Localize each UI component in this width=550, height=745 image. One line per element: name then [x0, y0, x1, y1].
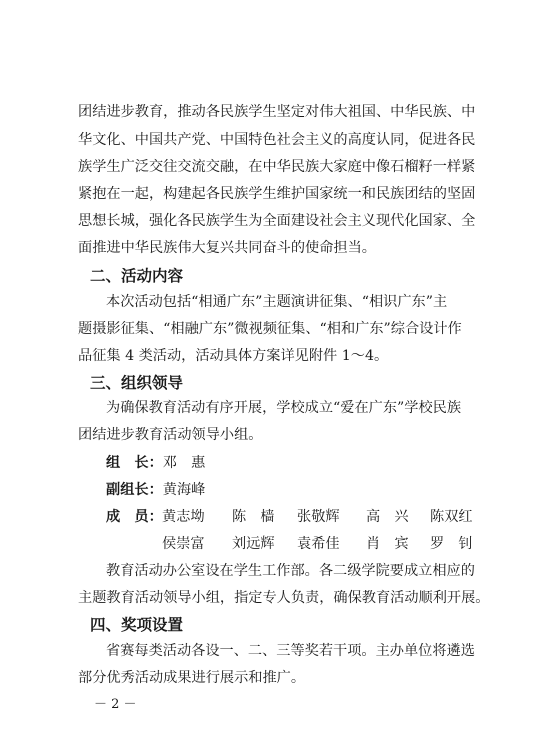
body-text-line: 为确保教育活动有序开展，学校成立“爱在广东”学校民族: [106, 400, 462, 416]
body-text-line: 华文化、中国共产党、中国特色社会主义的高度认同，促进各民: [78, 132, 476, 148]
body-text-line: 品征集 4 类活动，活动具体方案详见附件 1～4。: [78, 348, 389, 364]
member-name: 侯崇富: [162, 536, 205, 552]
body-text-line: 面推进中华民族伟大复兴共同奋斗的使命担当。: [78, 240, 376, 256]
section-heading-activity-content: 二、活动内容: [90, 267, 184, 285]
body-text-line: 本次活动包括“相通广东”主题演讲征集、“相识广东”主: [106, 294, 448, 310]
section-heading-awards: 四、奖项设置: [90, 616, 184, 634]
deputy-leader-name: 黄海峰: [162, 482, 206, 498]
member-name: 刘远辉: [232, 536, 275, 552]
leader-name: 邓 惠: [162, 455, 206, 471]
deputy-leader-row: [106, 481, 205, 500]
member-name: 罗 钊: [430, 536, 473, 552]
leader-row: [106, 454, 205, 473]
body-text-line: 紧抱在一起，构建起各民族学生维护国家统一和民族团结的坚固: [78, 186, 476, 202]
body-text-line: 题摄影征集、“相融广东”微视频征集、“相和广东”综合设计作: [78, 321, 462, 337]
body-text-line: 团结进步教育活动领导小组。: [78, 427, 263, 443]
body-text-line: 教育活动办公室设在学生工作部。各二级学院要成立相应的: [106, 563, 475, 579]
page-number: － 2 －: [94, 697, 137, 712]
section-heading-organization: 三、组织领导: [90, 374, 184, 392]
body-text-line: 团结进步教育，推动各民族学生坚定对伟大祖国、中华民族、中: [78, 104, 476, 120]
member-name: 肖 宾: [366, 536, 409, 552]
member-name: 黄志坳: [162, 509, 205, 525]
body-text-line: 省赛每类活动各设一、二、三等奖若干项。主办单位将遴选: [106, 643, 475, 659]
body-text-line: 族学生广泛交往交流交融，在中华民族大家庭中像石榴籽一样紧: [78, 159, 476, 175]
members-label: 成 员：: [106, 509, 163, 525]
member-name: 袁希佳: [297, 536, 340, 552]
member-name: 陈双红: [430, 509, 473, 525]
body-text-line: 主题教育活动领导小组，指定专人负责，确保教育活动顺利开展。: [78, 590, 490, 606]
member-name: 陈 樯: [232, 509, 275, 525]
body-text-line: 部分优秀活动成果进行展示和推广。: [78, 670, 306, 686]
leader-label: 组 长：: [106, 455, 163, 471]
member-name: 高 兴: [366, 509, 409, 525]
deputy-leader-label: 副组长：: [106, 482, 163, 498]
body-text-line: 思想长城，强化各民族学生为全面建设社会主义现代化国家、全: [78, 213, 476, 229]
member-name: 张敬辉: [297, 509, 340, 525]
